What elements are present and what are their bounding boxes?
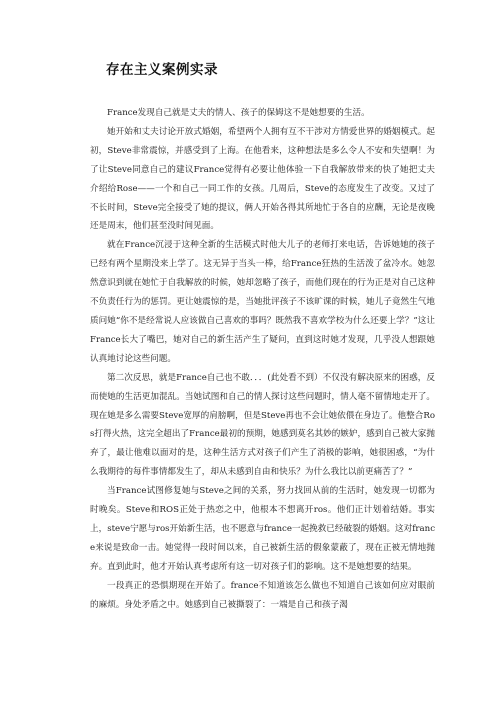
paragraph-6: 一段真正的恐惧期现在开始了。france不知道该怎么做也不知道自己该如何应对眼前的麻烦。身处矛盾之中。她感到自己被撕裂了：一端是自己和孩子渴 [90, 580, 435, 610]
paragraph-4: 第二次反思，就是France自己也不敢．．．(此处看不到）不仅没有解决原来的困惑，反而使她的生活更加混乱。当她试图和自己的情人探讨这些问题时，情人毫不留情地走开了。现在她是多么需要Steve宽厚的肩膀啊，但是Steve再也不会让她依偎在身边了。他整合Ros打得火热，这完全超出了France最初的预期，她感到莫名其妙的嫉妒，感到自己被大家抛弃了，最让他难以面对的是，这种生活方式对孩子们产生了消极的影响，她很困惑，“为什么我期待的每件事情都发生了，却从未感到自由和快乐？为什么我比以前更痛苦了？” [90, 372, 435, 478]
paragraph-1: France发现自己就是丈夫的情人、孩子的保姆这不是她想要的生活。 [107, 108, 370, 118]
paragraph-5: 当France试图修复她与Steve之间的关系，努力找回从前的生活时，她发现一切都为时晚矣。Steve和ROS正处于热恋之中，他根本不想离开ros。他们正计划着结婚。事实上，steve宁愿与ros开始新生活，也不愿意与france一起挽救已经破裂的婚姻。这对france来说是致命一击。她觉得一段时间以来，自己被新生活的假象蒙蔽了，现在正被无情地抛弃。直到此时，他才开始认真考虑所有这一切对孩子们的影响。这不是她想要的结果。 [90, 486, 436, 572]
document-title: 存在主义案例实录 [106, 62, 218, 78]
paragraph-3: 就在France沉浸于这种全新的生活模式时他大儿子的老师打来电话，告诉她她的孩子已经有两个星期没来上学了。这无异于当头一棒，给France狂热的生活泼了盆冷水。她忽然意识到就在她忙于自我解放的时候，她却忽略了孩子，而他们现在的行为正是对自己这种不负责任行为的惩罚。更让她震惊的是，当她批评孩子不该旷课的时候，她儿子竟然生气地质问她“你不是经常说人应该做自己喜欢的事吗？既然我不喜欢学校为什么还要上学？”这让France长大了嘴巴，她对自己的新生活产生了疑问，直到这时她才发现，几乎没人想跟她认真地讨论这些问题。 [90, 240, 435, 364]
paragraph-2: 她开始和丈夫讨论开放式婚姻，希望两个人拥有互不干涉对方情爱世界的婚姻模式。起初，Steve非常震惊，并感受到了上海。在他看来，这种想法是多么令人不安和失望啊！为了让Steve同意自己的建议France觉得有必要让他体验一下自我解放带来的快了她把丈夫介绍给Rose——一个和自己一同工作的女孩。几周后，Steve的态度发生了改变。又过了不长时间，Steve完全接受了她的提议，俩人开始各得其所地忙于各自的应酬，无论是夜晚还是周末，他们甚至没时间见面。 [90, 126, 435, 232]
